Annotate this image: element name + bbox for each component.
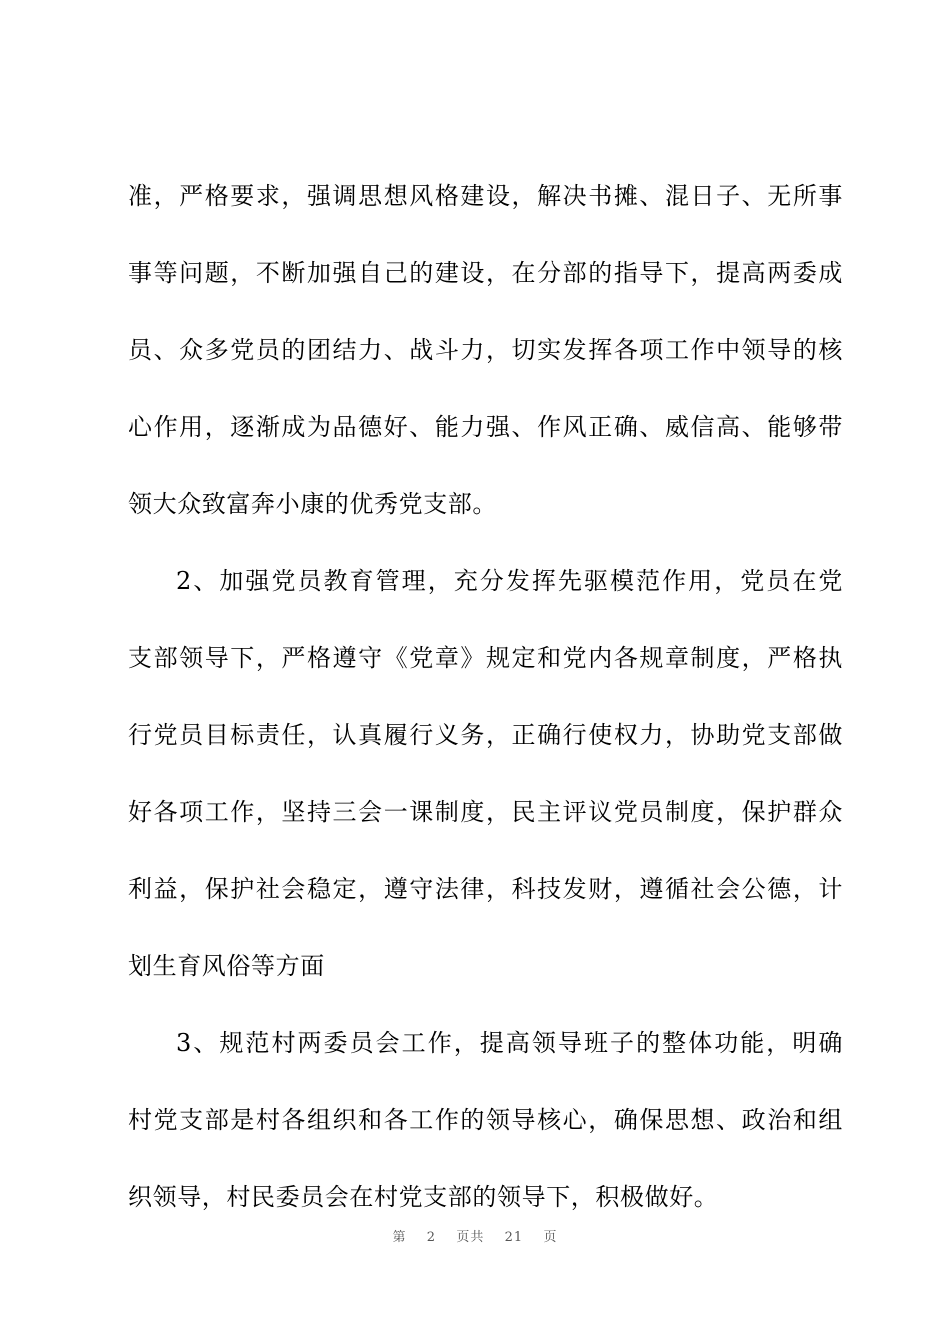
text-line: 领大众致富奔小康的优秀党支部。 [128, 490, 497, 518]
page-label-prefix: 第 [392, 1230, 407, 1245]
text-line: 好各项工作，坚持三会一课制度，民主评议党员制度，保护群众 [128, 798, 843, 826]
text-line: 织领导，村民委员会在村党支部的领导下，积极做好。 [128, 1183, 719, 1211]
text-line: 准，严格要求，强调思想风格建设，解决书摊、混日子、无所事 [128, 182, 843, 210]
paragraph-1 [128, 170, 843, 555]
page-footer [0, 1226, 950, 1245]
text-line: 2、加强党员教育管理，充分发挥先驱模范作用，党员在党 [176, 567, 843, 595]
text-line: 心作用，逐渐成为品德好、能力强、作风正确、威信高、能够带 [128, 413, 843, 441]
body-text [128, 170, 843, 1248]
text-line: 支部领导下，严格遵守《党章》规定和党内各规章制度，严格执 [128, 644, 843, 672]
text-line: 村党支部是村各组织和各工作的领导核心，确保思想、政治和组 [128, 1106, 843, 1134]
text-line: 3、规范村两委员会工作，提高领导班子的整体功能，明确 [176, 1029, 843, 1057]
text-line: 员、众多党员的团结力、战斗力，切实发挥各项工作中领导的核 [128, 336, 843, 364]
page-label-middle: 页共 [456, 1230, 485, 1245]
total-page-count: 21 [504, 1230, 524, 1245]
text-line: 划生育风俗等方面 [128, 952, 325, 980]
paragraph-3 [128, 1017, 843, 1248]
text-line: 利益，保护社会稳定，遵守法律，科技发财，遵循社会公德，计 [128, 875, 843, 903]
text-line: 行党员目标责任，认真履行义务，正确行使权力，协助党支部做 [128, 721, 843, 749]
page-label-suffix: 页 [543, 1230, 558, 1245]
text-line: 事等问题，不断加强自己的建设，在分部的指导下，提高两委成 [128, 259, 843, 287]
paragraph-2 [128, 555, 843, 1017]
current-page-number: 2 [426, 1230, 437, 1245]
